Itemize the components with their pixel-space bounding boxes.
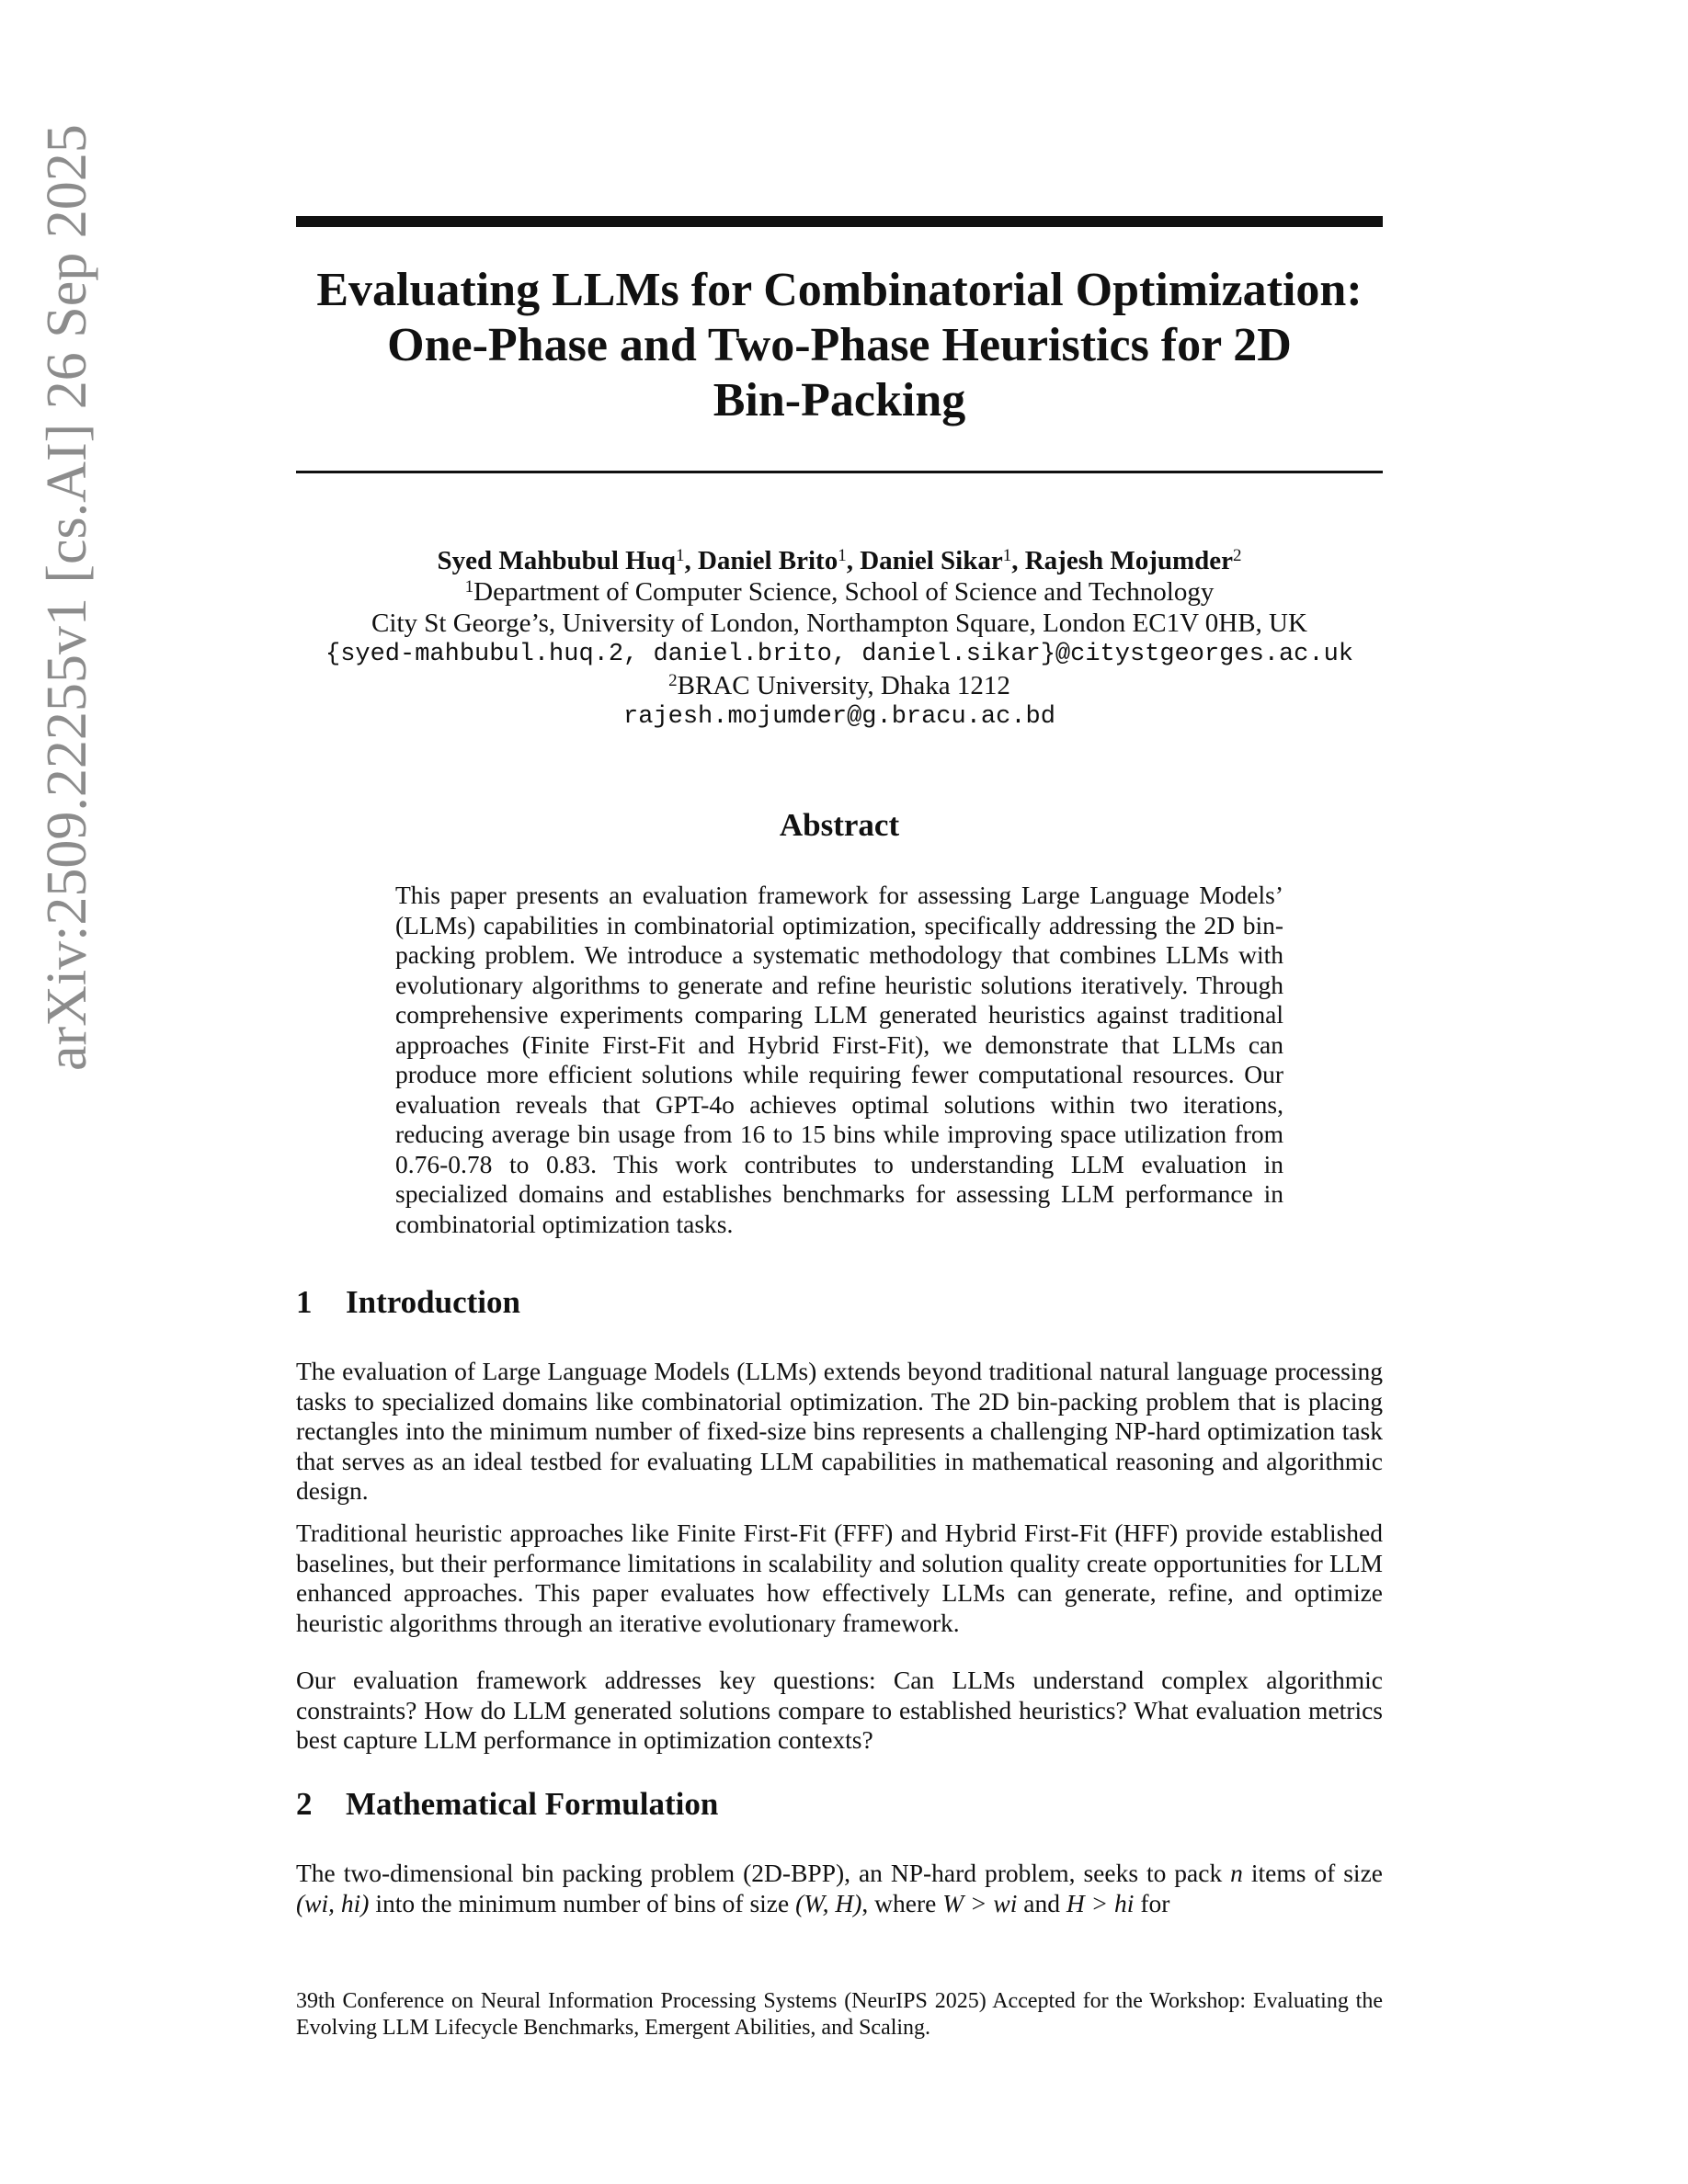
author-list: Syed Mahbubul Huq$^1$, Daniel Brito$^1$, Daniel Sikar$^1$, Rajesh Mojumder$^2$ [437,546,1242,575]
title-top-rule [296,216,1383,227]
author-name: Rajesh Mojumder [1024,546,1234,575]
title-line-3: Bin-Packing [713,374,966,427]
affiliation-2-institution: $^2$BRAC University, Dhaka 1212 [668,671,1010,700]
conference-footnote: 39th Conference on Neural Information Processing Systems (NeurIPS 2025) Accepted for the Workshop: Evaluating the Evolving LLM Lifecycle Benchmarks, Emergent Abilities, and Scaling. [296,1989,1383,2040]
section-heading-introduction [296,1283,1383,1322]
author-affiliation-marker: 1 [675,546,685,565]
formulation-paragraph: The two-dimensional bin packing problem (2D-BPP), an NP-hard problem, seeks to pack n items of size (wi, hi) into the minimum number of bins of size (W, H), where W > wi and H > hi for [296,1859,1383,1917]
section-number: 1 [296,1284,313,1320]
affiliation-1-address: City St George’s, University of London, Northampton Square, London EC1V 0HB, UK [371,609,1307,638]
author-affiliation-marker: 1 [1002,546,1012,565]
paper-title [296,263,1383,428]
affiliation-1-department: $^1$Department of Computer Science, School of Science and Technology [464,577,1215,607]
section-heading-mathematical-formulation [296,1785,1383,1824]
author-affiliation-marker: 2 [1233,546,1242,565]
affiliation-1-emails[interactable]: {syed-mahbubul.huq.2, daniel.brito, daniel.sikar}@citystgeorges.ac.uk [325,641,1353,668]
intro-paragraph-2: Traditional heuristic approaches like Finite First-Fit (FFF) and Hybrid First-Fit (HFF) provide established baselines, but their performance limitations in scalability and solution quality create opportunities for LLM enhanced approaches. This paper evaluates how effectively LLMs can generate, refine, and optimize heuristic algorithms through an iterative evolutionary framework. [296,1519,1383,1637]
section-title: Mathematical Formulation [346,1786,719,1822]
title-bottom-rule [296,471,1383,473]
arxiv-identifier-stamp: arXiv:2509.22255v1 [cs.AI] 26 Sep 2025 [36,124,98,1071]
math-item-size: (wi, hi) [296,1888,370,1917]
author-name: Syed Mahbubul Huq [437,546,676,575]
math-bin-size: (W, H) [795,1888,862,1917]
title-line-2: One-Phase and Two-Phase Heuristics for 2D [387,319,1292,371]
section-title: Introduction [346,1284,520,1320]
author-block [296,545,1383,733]
author-affiliation-marker: 1 [838,546,847,565]
math-width-constraint: W > wi [942,1888,1018,1917]
section-number: 2 [296,1786,313,1822]
affiliation-2-email[interactable]: rajesh.mojumder@g.bracu.ac.bd [623,703,1055,731]
abstract-heading: Abstract [779,807,900,843]
abstract-text: This paper presents an evaluation framework for assessing Large Language Models’ (LLMs) capabilities in combinatorial optimization, specifically addressing the 2D bin-packing problem. We introduce a systematic methodology that combines LLMs with evolutionary algorithms to generate and refine heuristic solutions iteratively. Through comprehensive experiments comparing LLM generated heuristics against traditional approaches (Finite First-Fit and Hybrid First-Fit), we demonstrate that LLMs can produce more efficient solutions while requiring fewer computational resources. Our evaluation reveals that GPT-4o achieves optimal solutions within two iterations, reducing average bin usage from 16 to 15 bins while improving space utilization from 0.76-0.78 to 0.83. This work contributes to understanding LLM evaluation in specialized domains and establishes benchmarks for assessing LLM performance in combinatorial optimization tasks. [395,881,1283,1238]
math-n: n [1230,1859,1243,1887]
author-name: Daniel Sikar [860,546,1003,575]
title-line-1: Evaluating LLMs for Combinatorial Optimization: [316,264,1363,316]
intro-paragraph-3: Our evaluation framework addresses key questions: Can LLMs understand complex algorithmic constraints? How do LLM generated solutions compare to established heuristics? What evaluation metrics best capture LLM performance in optimization contexts? [296,1666,1383,1754]
math-height-constraint: H > hi [1066,1888,1135,1917]
intro-paragraph-1: The evaluation of Large Language Models (LLMs) extends beyond traditional natural language processing tasks to specialized domains like combinatorial optimization. The 2D bin-packing problem that is placing rectangles into the minimum number of fixed-size bins represents a challenging NP-hard optimization task that serves as an ideal testbed for evaluating LLM capabilities in mathematical reasoning and algorithmic design. [296,1357,1383,1505]
author-name: Daniel Brito [697,546,838,575]
